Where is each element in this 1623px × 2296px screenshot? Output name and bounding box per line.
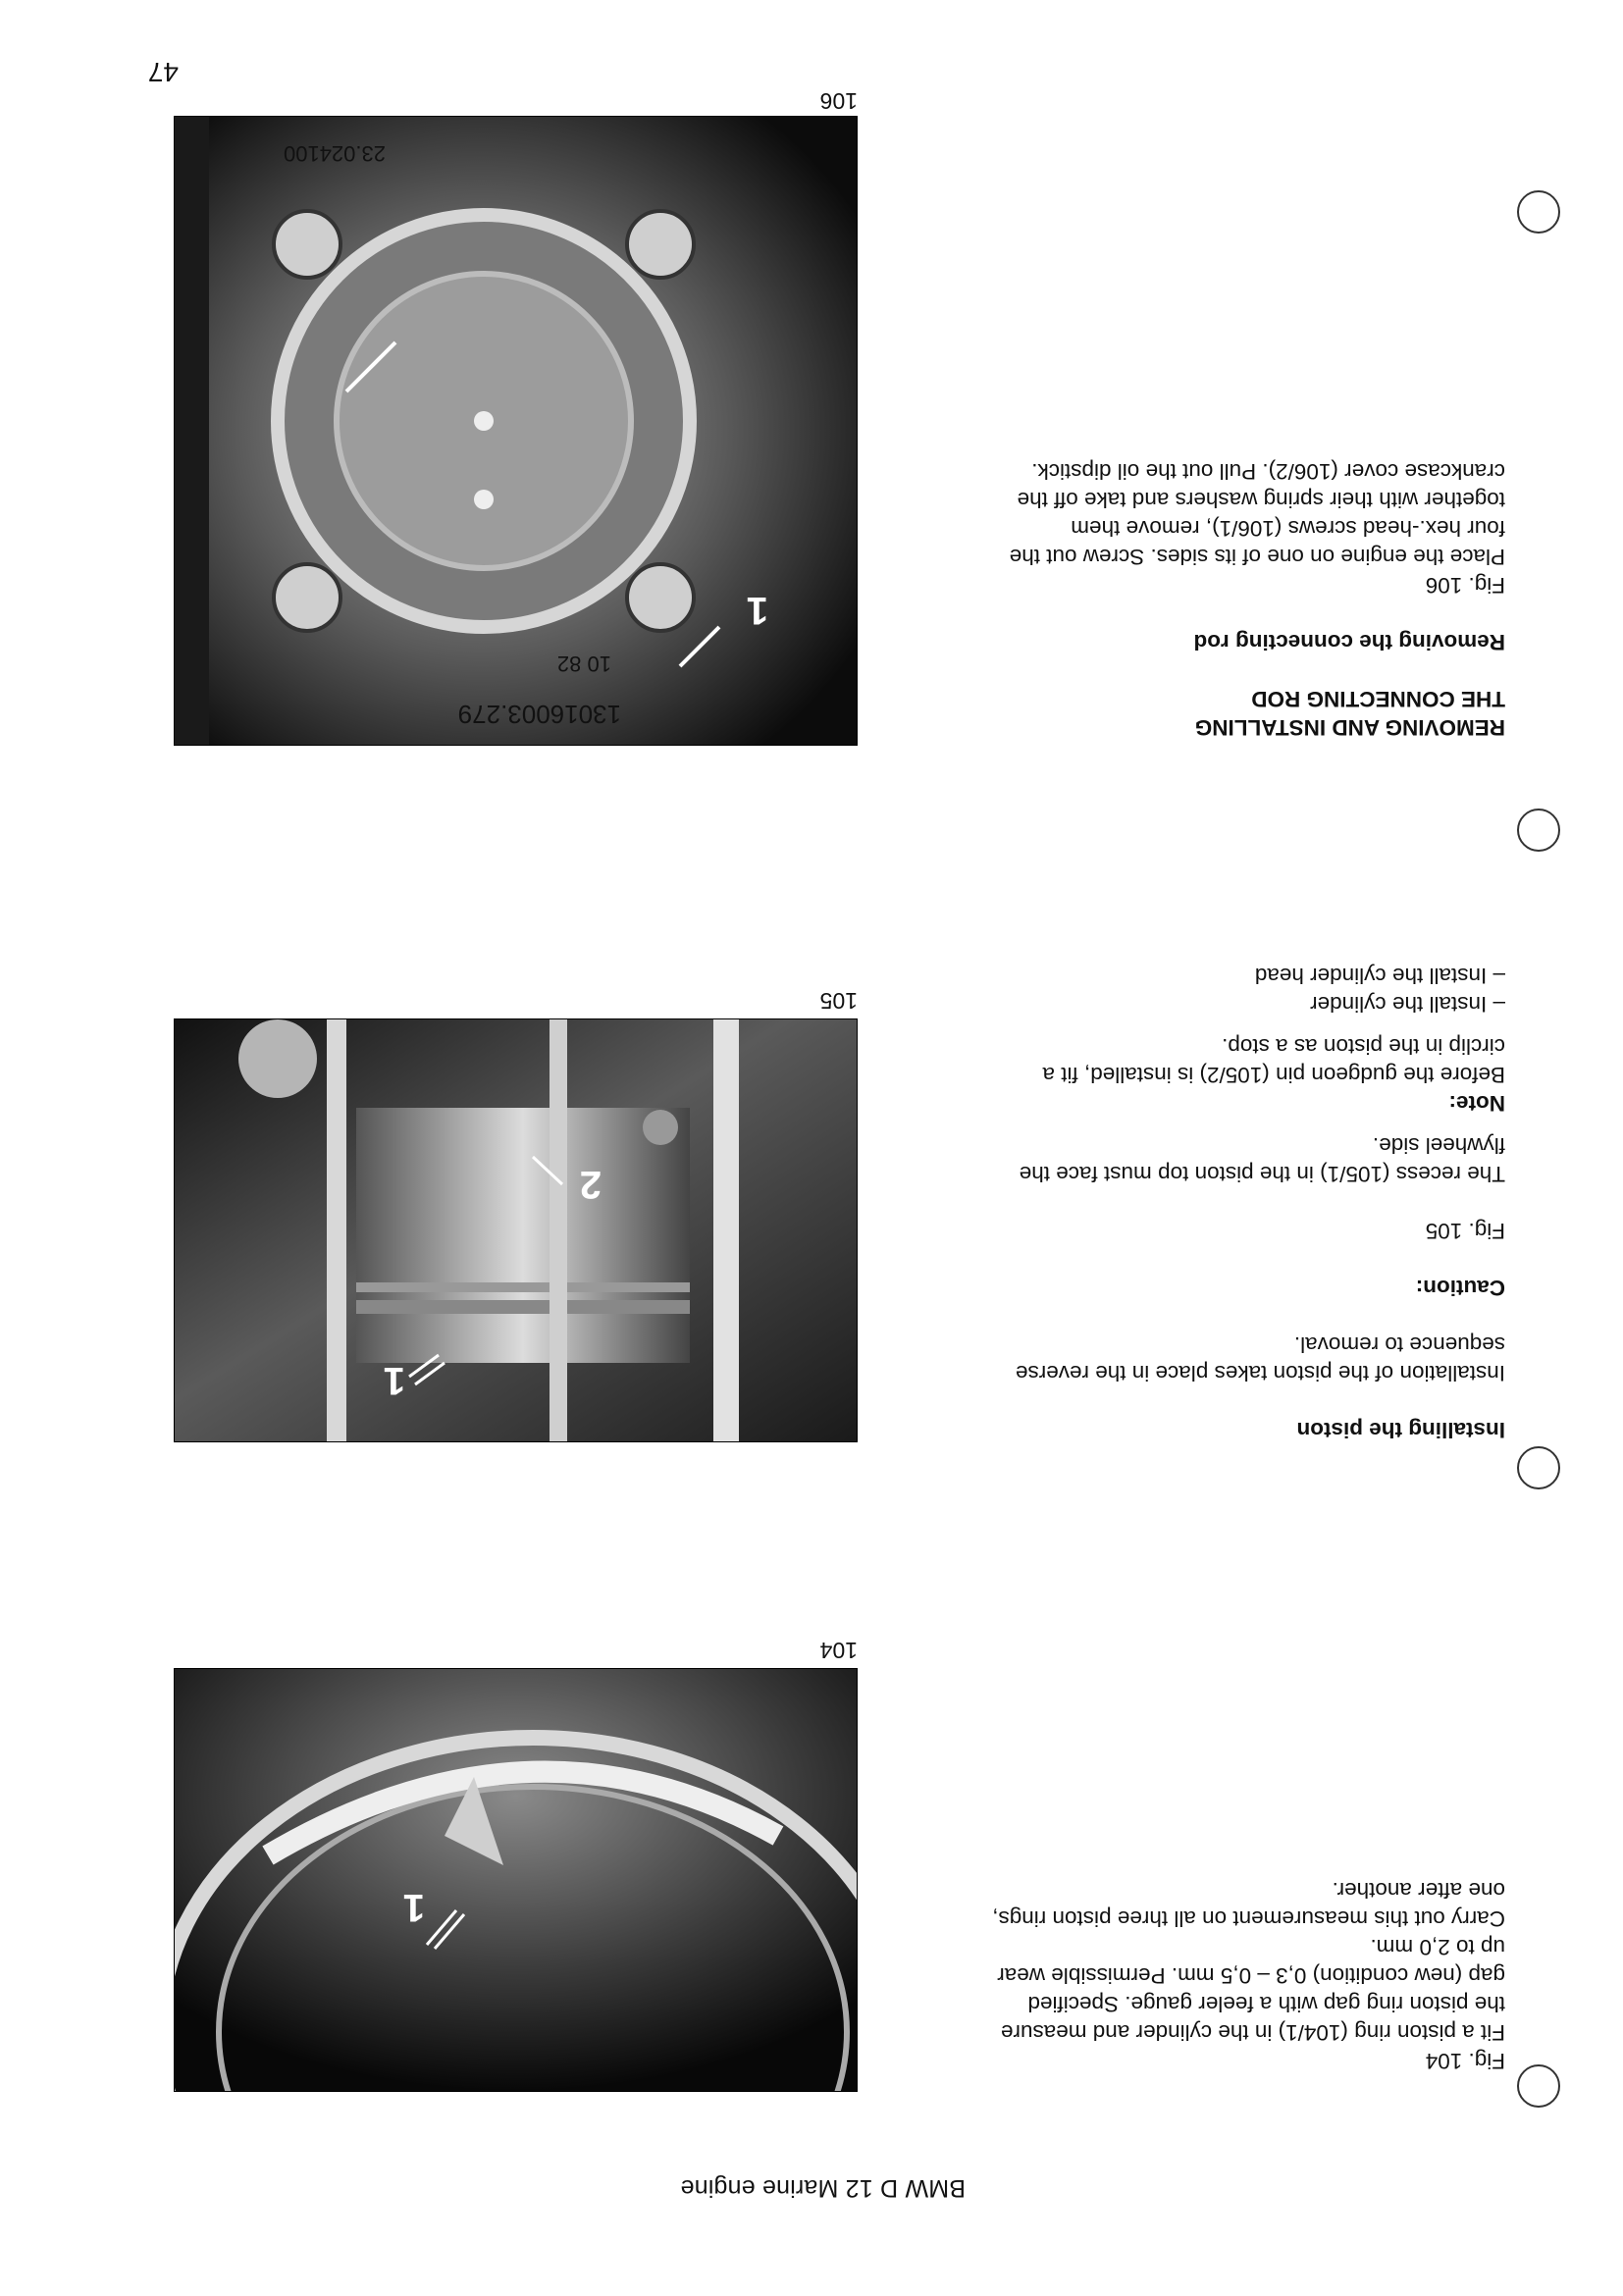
step-install-cylinder-head: – Install the cylinder head [1254,964,1505,988]
fig104-paragraph-1: Fit a piston ring (104/1) in the cylinder and measure the piston ring gap with a feeler gauge. Specified gap (new condition) 0,3 – 0,5 mm. Permissible wear up to 2,0 mm. [997,1935,1505,2045]
fig104-callout-1: 1 [402,1886,425,1929]
photo-fig-104 [174,1668,858,2092]
fig105-callout-2: 2 [579,1163,602,1206]
photo-fig-106 [174,116,858,746]
fig105-number: 105 [819,988,858,1014]
connecting-rod-title: REMOVING AND INSTALLING THE CONNECTING ROD [1194,687,1505,740]
running-title: BMW D 12 Marine engine [680,2174,966,2202]
step-install-cylinder: – Install the cylinder [1310,992,1505,1017]
fig105-callout-1: 1 [383,1359,405,1402]
punch-hole-1 [1517,2064,1560,2108]
installing-piston-heading: Installing the piston [1296,1418,1505,1442]
fig106-stamp-code: 23.024100 [284,141,386,166]
fig104-text-block [990,1876,1505,2075]
connecting-rod-paragraph: Place the engine on one of its sides. Screw out the four hex.-head screws (106/1), remove them together with their spring washers and take off the crankcase cover (106/2). Pull out the oil dipstick. [1009,459,1505,569]
note-paragraph: Before the gudgeon pin (105/2) is installed, fit a circlip in the piston as a stop. [1042,1034,1505,1087]
fig106-callout-1: 1 [746,589,768,632]
fig104-label: Fig. 104 [1425,2049,1505,2073]
caution-paragraph: The recess (105/1) in the piston top must face the flywheel side. [1019,1133,1505,1186]
caution-heading: Caution: [1415,1276,1505,1300]
punch-hole-4 [1517,190,1560,234]
fig104-number: 104 [819,1638,858,1663]
punch-hole-3 [1517,809,1560,852]
fig106-date-stamp: 10 82 [556,652,611,676]
installing-piston-paragraph: Installation of the piston takes place in the reverse sequence to removal. [1015,1332,1505,1385]
connecting-rod-text-block [990,457,1505,742]
fig104-paragraph-2: Carry out this measurement on all three piston rings, one after another. [992,1878,1505,1931]
fig106-number: 106 [819,88,858,114]
note-heading: Note: [1448,1091,1505,1116]
connecting-rod-subheading: Removing the connecting rod [1193,630,1505,654]
caution-fig-label: Fig. 105 [1425,1219,1505,1243]
installing-piston-text-block [990,962,1505,1444]
page-number: 47 [147,57,179,87]
fig106-part-number: 13016003.279 [457,700,621,729]
connecting-rod-fig-label: Fig. 106 [1425,573,1505,598]
punch-hole-2 [1517,1446,1560,1489]
photo-fig-105 [174,1018,858,1442]
